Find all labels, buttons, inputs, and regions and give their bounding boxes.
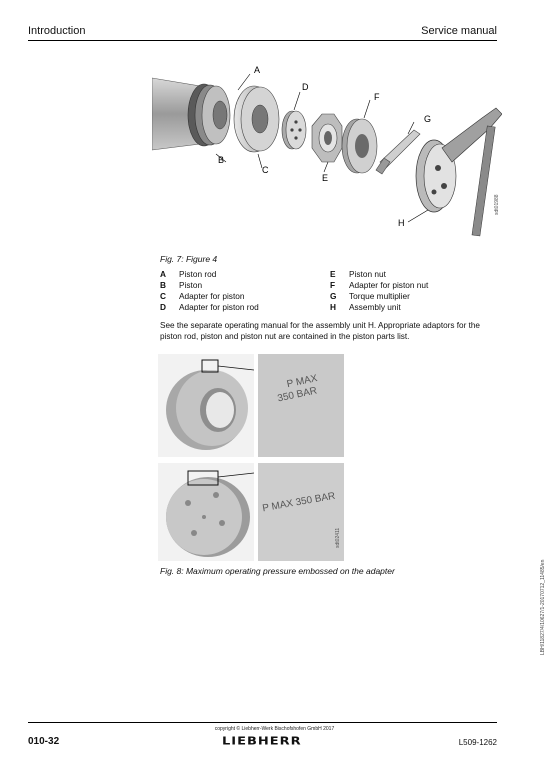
callout-b: B xyxy=(218,155,225,165)
legend-key: F xyxy=(330,280,336,290)
legend-key: B xyxy=(160,280,166,290)
legend-row xyxy=(160,280,500,291)
callout-c: C xyxy=(262,165,269,175)
legend-table xyxy=(160,269,500,313)
callout-e: E xyxy=(322,173,329,183)
figure-7-caption: Fig. 7: Figure 4 xyxy=(160,254,218,264)
callout-g: G xyxy=(424,114,432,124)
figure-8-id: sdt02411 xyxy=(335,527,341,548)
piston-shape xyxy=(188,84,230,146)
legend-key: E xyxy=(330,269,336,279)
legend-row xyxy=(160,269,500,280)
figure-8-caption: Fig. 8: Maximum operating pressure embossed on the adapter xyxy=(160,566,395,576)
legend-text: Piston rod xyxy=(179,269,217,279)
callout-a: A xyxy=(254,65,261,75)
figure-7-exploded-drawing xyxy=(152,58,502,254)
document-number: L509-1262 xyxy=(458,738,497,747)
emboss-closeup-1 xyxy=(258,354,344,457)
legend-text: Piston xyxy=(179,280,203,290)
legend-text: Adapter for piston xyxy=(179,291,245,301)
footer-rule xyxy=(28,722,497,723)
legend-text: Piston nut xyxy=(349,269,386,279)
adapter-photo-1 xyxy=(158,354,254,457)
legend-text: Assembly unit xyxy=(349,302,401,312)
adapter-photo-2 xyxy=(158,463,254,561)
header-section-title: Introduction xyxy=(28,25,86,37)
legend-text: Torque multiplier xyxy=(349,291,410,301)
callout-h: H xyxy=(398,218,405,228)
legend-key: C xyxy=(160,291,166,301)
legend-row xyxy=(160,291,500,302)
callout-d: D xyxy=(302,82,309,92)
page-number: 010-32 xyxy=(28,736,60,747)
legend-key: D xyxy=(160,302,166,312)
header-document-type: Service manual xyxy=(421,25,497,37)
legend-text: Adapter for piston rod xyxy=(179,302,259,312)
emboss-line-1: P MAX xyxy=(285,373,319,391)
emboss-line-2: 350 BAR xyxy=(276,385,319,405)
legend-row xyxy=(160,302,500,313)
emboss-text-2: P MAX 350 BAR xyxy=(261,490,337,515)
liebherr-logo: LIEBHERR xyxy=(222,735,302,748)
adapter-piston-shape xyxy=(234,86,279,152)
legend-text: Adapter for piston nut xyxy=(349,280,429,290)
torque-multiplier-shape xyxy=(376,130,420,174)
piston-nut-shape xyxy=(312,114,342,162)
legend-key: H xyxy=(330,302,336,312)
emboss-closeup-2 xyxy=(258,463,344,561)
assembly-unit-shape xyxy=(416,108,502,236)
assembly-note: See the separate operating manual for the assembly unit H. Appropriate adaptors for the piston rod, piston and piston nut are contained in the piston parts list. xyxy=(160,321,480,341)
emboss-text-1 xyxy=(276,373,321,405)
legend-key: A xyxy=(160,269,166,279)
callout-f: F xyxy=(374,92,380,102)
adapter-piston-rod-shape xyxy=(282,111,306,149)
adapter-piston-nut-shape xyxy=(342,119,377,173)
document-side-id: LBH/11827/4/10627/1-20170712_11485/en xyxy=(540,559,546,655)
legend-key: G xyxy=(330,291,337,301)
figure-7-id: sdt01988 xyxy=(494,194,500,215)
footer-copyright: copyright © Liebherr-Werk Bischofshofen GmbH 2017 xyxy=(214,726,335,732)
header-rule xyxy=(28,40,497,41)
